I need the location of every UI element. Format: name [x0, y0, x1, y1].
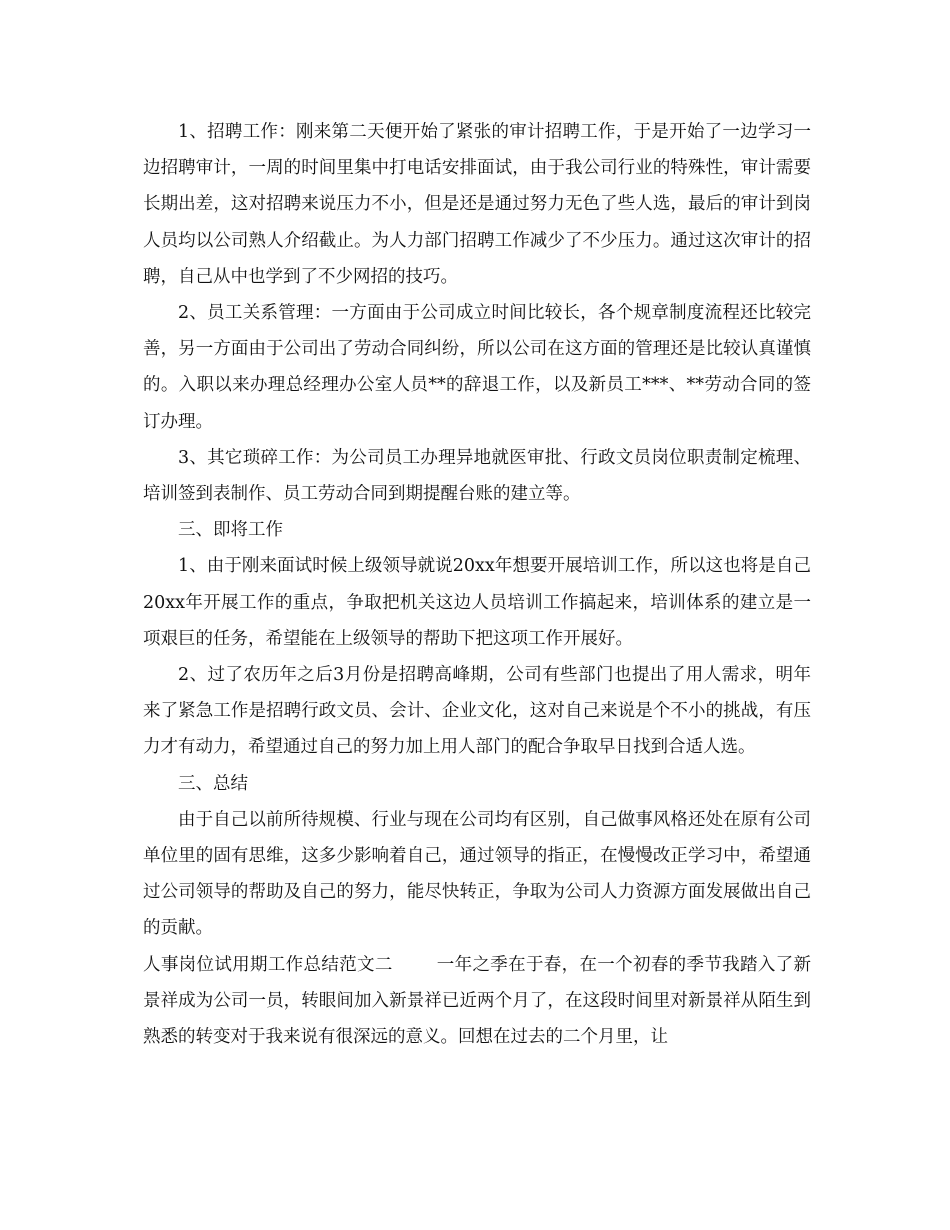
document-page — [143, 114, 811, 1055]
second-article-body: 一年之季在于春，在一个初春的季节我踏入了新景祥成为公司一员，转眼间加入新景祥已近两个月了，在这段时间里对新景祥从陌生到熟悉的转变对于我来说有很深远的意义。回想在过去的二个月里，让 — [143, 954, 812, 1048]
paragraph-employee-relations: 2、员工关系管理：一方面由于公司成立时间比较长，各个规章制度流程还比较完善，另一方面由于公司出了劳动合同纠纷，所以公司在这方面的管理还是比较认真谨慎的。入职以来办理总经理办公室人员**的辞退工作，以及新员工***、**劳动合同的签订办理。 — [143, 303, 811, 432]
section-heading-upcoming-work: 三、即将工作 — [178, 520, 283, 541]
paragraph-summary: 由于自己以前所待规模、行业与现在公司均有区别，自己做事风格还处在原有公司单位里的固有思维，这多少影响着自己，通过领导的指正，在慢慢改正学习中，希望通过公司领导的帮助及自己的努力，能尽快转正，争取为公司人力资源方面发展做出自己的贡献。 — [143, 809, 811, 939]
paragraph-training-plan: 1、由于刚来面试时候上级领导就说20xx年想要开展培训工作，所以这也将是自己20xx年开展工作的重点，争取把机关这边人员培训工作搞起来，培训体系的建立是一项艰巨的任务，希望能在上级领导的帮助下把这项工作开展好。 — [143, 556, 811, 649]
section-heading-summary: 三、总结 — [178, 773, 248, 794]
paragraph-recruitment: 1、招聘工作：刚来第二天便开始了紧张的审计招聘工作，于是开始了一边学习一边招聘审计，一周的时间里集中打电话安排面试，由于我公司行业的特殊性，审计需要长期出差，这对招聘来说压力不小，但是还是通过努力无色了些人选，最后的审计到岗人员均以公司熟人介绍截止。为人力部门招聘工作减少了不少压力。通过这次审计的招聘，自己从中也学到了不少网招的技巧。 — [143, 122, 811, 287]
paragraph-other-work: 3、其它琐碎工作：为公司员工办理异地就医审批、行政文员岗位职责制定梳理、培训签到表制作、员工劳动合同到期提醒台账的建立等。 — [143, 447, 811, 505]
second-article-title: 人事岗位试用期工作总结范文二 — [143, 954, 393, 975]
second-article-paragraph — [143, 947, 811, 1056]
paragraph-recruitment-peak: 2、过了农历年之后3月份是招聘高峰期，公司有些部门也提出了用人需求，明年来了紧急工作是招聘行政文员、会计、企业文化，这对自己来说是个不小的挑战，有压力才有动力，希望通过自己的努力加上用人部门的配合争取早日找到合适人选。 — [143, 665, 811, 758]
